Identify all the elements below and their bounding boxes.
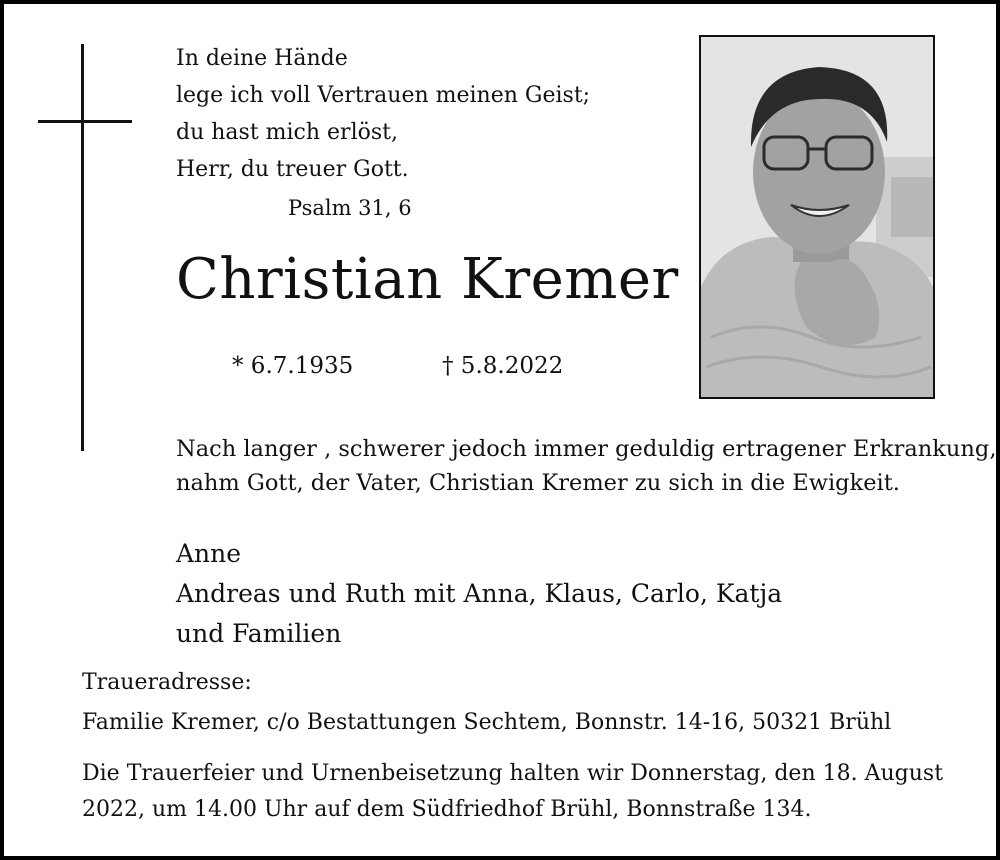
death-date: † 5.8.2022 xyxy=(442,353,564,379)
mourner-line: Anne xyxy=(176,539,242,568)
cross-vertical-bar xyxy=(81,44,84,451)
verse-line: lege ich voll Vertrauen meinen Geist; xyxy=(176,83,591,108)
portrait-image xyxy=(701,37,933,397)
verse-line: du hast mich erlöst, xyxy=(176,120,398,145)
verse-line: In deine Hände xyxy=(176,46,348,71)
mourners-list xyxy=(176,534,782,654)
intro-line: nahm Gott, der Vater, Christian Kremer zu sich in die Ewigkeit. xyxy=(176,470,900,496)
intro-line: Nach langer , schwerer jedoch immer geduldig ertragener Erkrankung, xyxy=(176,436,997,462)
ceremony-line: 2022, um 14.00 Uhr auf dem Südfriedhof Brühl, Bonnstraße 134. xyxy=(82,797,812,822)
birth-date: * 6.7.1935 xyxy=(232,353,354,379)
verse-source: Psalm 31, 6 xyxy=(288,196,412,220)
ceremony-line: Die Trauerfeier und Urnenbeisetzung halten wir Donnerstag, den 18. August xyxy=(82,761,944,786)
mourning-address: Familie Kremer, c/o Bestattungen Sechtem, Bonnstr. 14-16, 50321 Brühl xyxy=(82,710,892,735)
verse-line: Herr, du treuer Gott. xyxy=(176,157,409,182)
cross-horizontal-bar xyxy=(38,120,132,123)
portrait-photo xyxy=(699,35,935,399)
mourner-line: und Familien xyxy=(176,619,342,648)
deceased-name: Christian Kremer xyxy=(176,247,679,312)
bible-verse xyxy=(176,40,590,188)
address-label: Traueradresse: xyxy=(82,670,252,695)
mourner-line: Andreas und Ruth mit Anna, Klaus, Carlo, Katja xyxy=(176,579,783,608)
